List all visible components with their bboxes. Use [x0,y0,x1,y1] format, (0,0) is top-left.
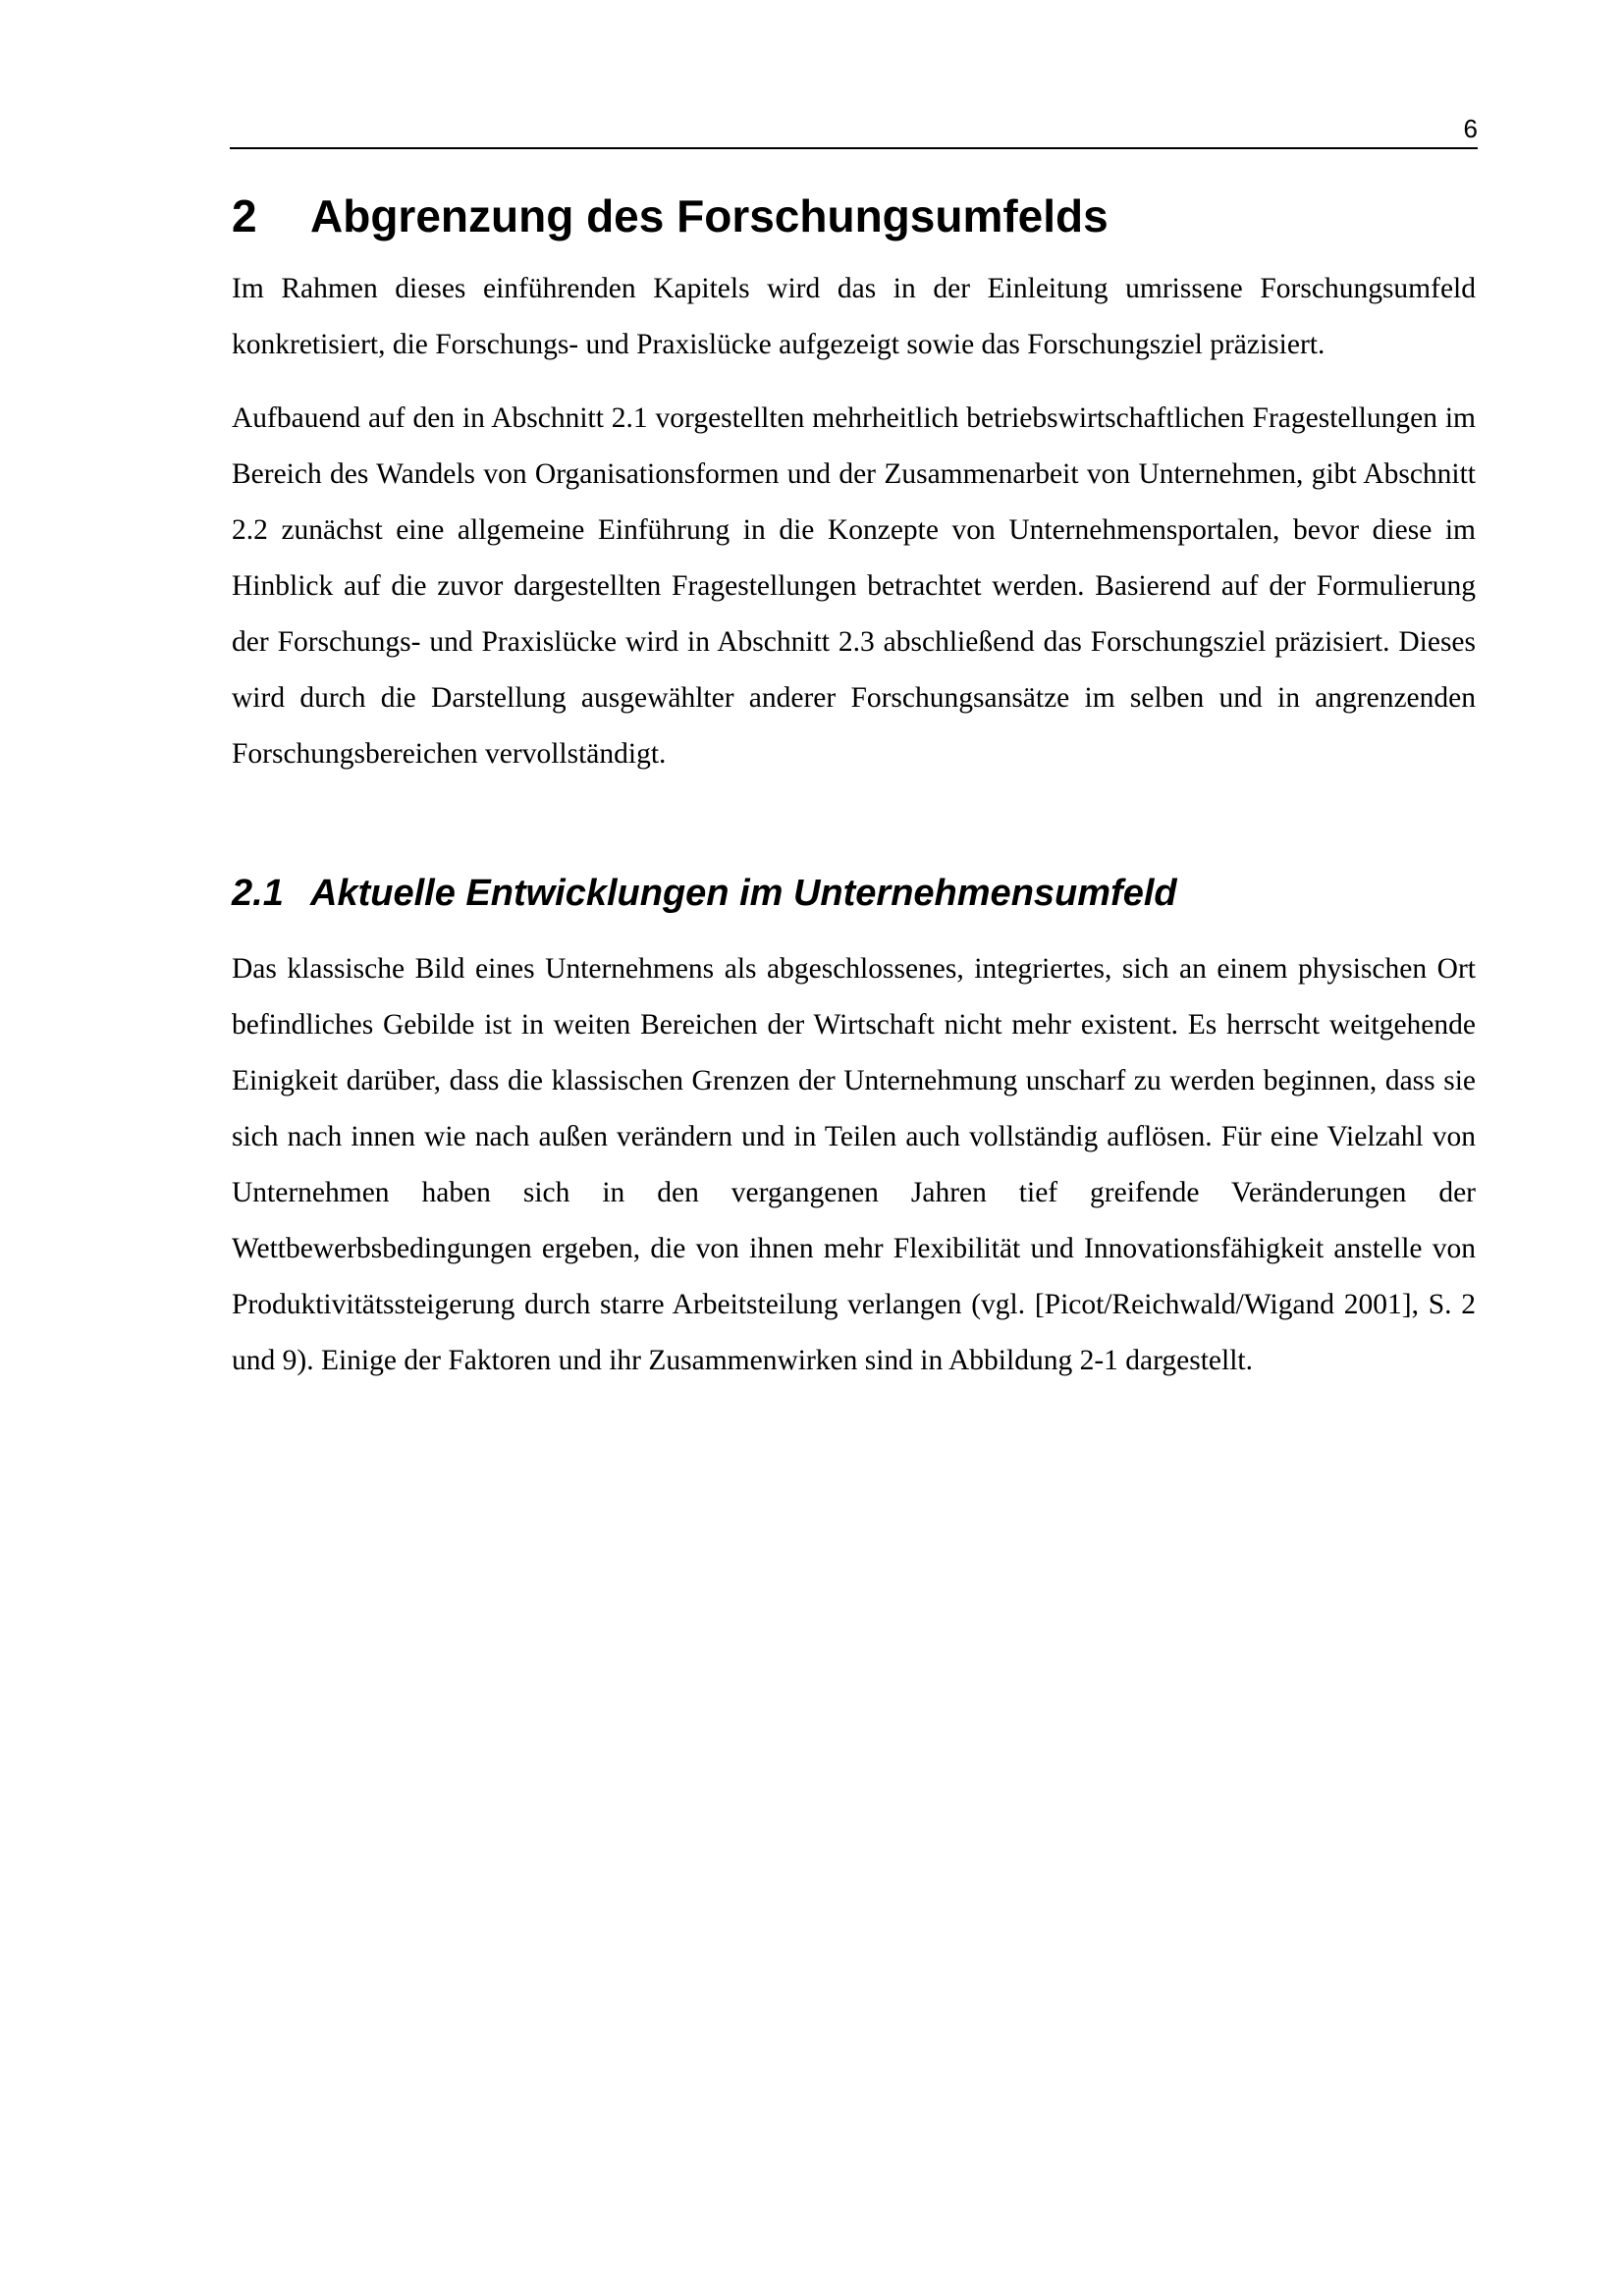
paragraph-intro: Im Rahmen dieses einführenden Kapitels wird das in der Einleitung umrissene Forschungsumfeld konkretisiert, die Forschungs- und Praxislücke aufgezeigt sowie das Forschungsziel präzisiert. [232,273,1476,360]
paragraph-section-body: Das klassische Bild eines Unternehmens als abgeschlossenes, integriertes, sich an einem physischen Ort befindliches Gebilde ist in weiten Bereichen der Wirtschaft nicht mehr existent. Es herrscht weitgehende Einigkeit darüber, dass die klassischen Grenzen der Unternehmung unscharf zu werden beginnen, dass sie sich nach innen wie nach außen verändern und in Teilen auch vollständig auflösen. Für eine Vielzahl von Unternehmen haben sich in den vergangenen Jahren tief greifende Veränderungen der Wettbewerbsbedingungen ergeben, die von ihnen mehr Flexibilität und Innovationsfähigkeit anstelle von Produktivitätssteigerung durch starre Arbeitsteilung verlangen (vgl. [Picot/Reichwald/Wigand 2001], S. 2 und 9). Einige der Faktoren und ihr Zusammenwirken sind in Abbildung 2-1 dargestellt. [232,953,1476,1376]
chapter-title: Abgrenzung des Forschungsumfelds [310,190,1109,241]
chapter-number: 2 [232,190,257,241]
section-heading [232,867,1476,920]
section-title: Aktuelle Entwicklungen im Unternehmensumfeld [310,873,1177,914]
chapter-heading [232,187,1476,245]
page-content [232,187,1476,1407]
paragraph-overview: Aufbauend auf den in Abschnitt 2.1 vorgestellten mehrheitlich betriebswirtschaftlichen Fragestellungen im Bereich des Wandels von Organisationsformen und der Zusammenarbeit von Unternehmen, gibt Abschnitt 2.2 zunächst eine allgemeine Einführung in die Konzepte von Unternehmensportalen, bevor diese im Hinblick auf die zuvor dargestellten Fragestellungen betrachtet werden. Basierend auf der Formulierung der Forschungs- und Praxislücke wird in Abschnitt 2.3 abschließend das Forschungsziel präzisiert. Dieses wird durch die Darstellung ausgewählter anderer Forschungsansätze im selben und in angrenzenden Forschungsbereichen vervollständigt. [232,402,1476,770]
header-rule [230,147,1478,149]
page-number: 6 [1463,114,1478,143]
section-number: 2.1 [232,873,284,914]
